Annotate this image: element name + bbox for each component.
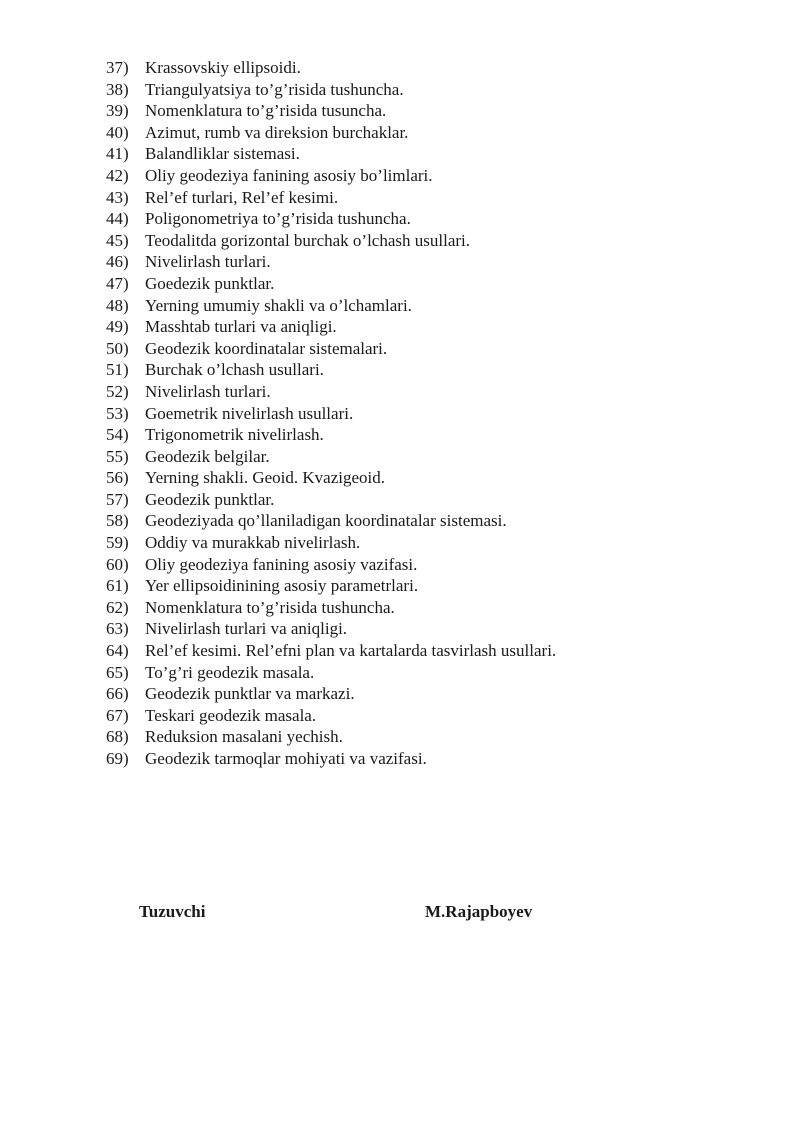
question-text: Geodezik belgilar.	[145, 446, 270, 466]
question-number: 55)	[106, 446, 129, 466]
question-number: 40)	[106, 122, 129, 142]
question-item	[106, 446, 556, 468]
question-item	[106, 230, 556, 252]
question-text: Geodezik punktlar.	[145, 489, 275, 509]
question-number: 69)	[106, 749, 129, 768]
question-list	[106, 57, 556, 770]
signature-role: Tuzuvchi	[139, 902, 206, 921]
question-text: Geodezik koordinatalar sistemalari.	[145, 338, 388, 358]
question-item	[106, 597, 556, 619]
question-text: Yer ellipsoidinining asosiy parametrlari.	[145, 576, 419, 596]
question-number: 42)	[106, 165, 129, 185]
question-number: 52)	[106, 381, 129, 401]
question-item	[106, 79, 556, 101]
question-item	[106, 316, 556, 338]
question-text: Oliy geodeziya fanining asosiy vazifasi.	[145, 554, 418, 574]
question-item	[106, 100, 556, 122]
question-text: Poligonometriya to’g’risida tushuncha.	[145, 209, 411, 229]
question-item	[106, 640, 556, 662]
question-text: Krassovskiy ellipsoidi.	[145, 58, 301, 77]
question-text: Geodeziyada qo’llaniladigan koordinatalar sistemasi.	[145, 511, 507, 531]
question-text: Yerning shakli. Geoid. Kvazigeoid.	[145, 468, 386, 488]
question-item	[106, 208, 556, 230]
question-number: 43)	[106, 187, 129, 207]
question-number: 41)	[106, 144, 129, 164]
question-item	[106, 726, 556, 748]
signature-name: M.Rajapboyev	[425, 902, 533, 921]
question-number: 50)	[106, 338, 129, 358]
question-item	[106, 489, 556, 511]
question-text: Trigonometrik nivelirlash.	[145, 425, 324, 445]
question-item	[106, 273, 556, 295]
question-item	[106, 251, 556, 273]
question-item	[106, 57, 556, 79]
question-item	[106, 662, 556, 684]
question-item	[106, 618, 556, 640]
question-number: 38)	[106, 79, 129, 99]
question-item	[106, 705, 556, 727]
question-item	[106, 510, 556, 532]
question-text: Azimut, rumb va direksion burchaklar.	[145, 122, 409, 142]
question-number: 57)	[106, 489, 129, 509]
question-number: 37)	[106, 58, 129, 77]
question-item	[106, 187, 556, 209]
question-number: 67)	[106, 705, 129, 725]
question-text: Nomenklatura to’g’risida tusuncha.	[145, 101, 387, 121]
question-text: Yerning umumiy shakli va o’lchamlari.	[145, 295, 412, 315]
question-text: Balandliklar sistemasi.	[145, 144, 300, 164]
question-text: Geodezik tarmoqlar mohiyati va vazifasi.	[145, 749, 427, 768]
question-item	[106, 748, 556, 770]
question-text: Oliy geodeziya fanining asosiy bo’limlari.	[145, 165, 433, 185]
question-number: 63)	[106, 619, 129, 639]
question-number: 62)	[106, 597, 129, 617]
question-text: Reduksion masalani yechish.	[145, 727, 343, 747]
question-item	[106, 338, 556, 360]
question-number: 45)	[106, 230, 129, 250]
question-item	[106, 165, 556, 187]
question-item	[106, 532, 556, 554]
question-text: Burchak o’lchash usullari.	[145, 360, 324, 380]
question-number: 68)	[106, 727, 129, 747]
question-item	[106, 403, 556, 425]
question-text: Rel’ef turlari, Rel’ef kesimi.	[145, 187, 339, 207]
question-number: 39)	[106, 101, 129, 121]
question-number: 60)	[106, 554, 129, 574]
question-text: Nomenklatura to’g’risida tushuncha.	[145, 597, 395, 617]
question-number: 56)	[106, 468, 129, 488]
question-number: 47)	[106, 273, 129, 293]
question-number: 59)	[106, 533, 129, 553]
question-text: Nivelirlash turlari va aniqligi.	[145, 619, 348, 639]
question-text: Geodezik punktlar va markazi.	[145, 684, 355, 704]
question-text: Goedezik punktlar.	[145, 273, 275, 293]
question-item	[106, 295, 556, 317]
question-item	[106, 143, 556, 165]
question-item	[106, 554, 556, 576]
question-item	[106, 122, 556, 144]
question-number: 48)	[106, 295, 129, 315]
question-text: Nivelirlash turlari.	[145, 252, 271, 272]
question-number: 66)	[106, 684, 129, 704]
question-text: Teodalitda gorizontal burchak o’lchash usullari.	[145, 230, 471, 250]
question-item	[106, 575, 556, 597]
question-text: Rel’ef kesimi. Rel’efni plan va kartalarda tasvirlash usullari.	[145, 641, 557, 661]
question-text: Triangulyatsiya to’g’risida tushuncha.	[145, 79, 404, 99]
question-number: 53)	[106, 403, 129, 423]
question-item	[106, 359, 556, 381]
question-number: 58)	[106, 511, 129, 531]
question-number: 61)	[106, 576, 129, 596]
question-text: Teskari geodezik masala.	[145, 705, 317, 725]
question-text: To’g’ri geodezik masala.	[145, 662, 315, 682]
question-text: Oddiy va murakkab nivelirlash.	[145, 533, 361, 553]
question-text: Masshtab turlari va aniqligi.	[145, 317, 337, 337]
question-number: 46)	[106, 252, 129, 272]
question-number: 65)	[106, 662, 129, 682]
question-number: 51)	[106, 360, 129, 380]
question-item	[106, 381, 556, 403]
question-number: 49)	[106, 317, 129, 337]
question-item	[106, 683, 556, 705]
question-number: 54)	[106, 425, 129, 445]
question-number: 44)	[106, 209, 129, 229]
question-number: 64)	[106, 641, 129, 661]
question-text: Nivelirlash turlari.	[145, 381, 271, 401]
question-text: Goemetrik nivelirlash usullari.	[145, 403, 354, 423]
question-item	[106, 424, 556, 446]
question-item	[106, 467, 556, 489]
